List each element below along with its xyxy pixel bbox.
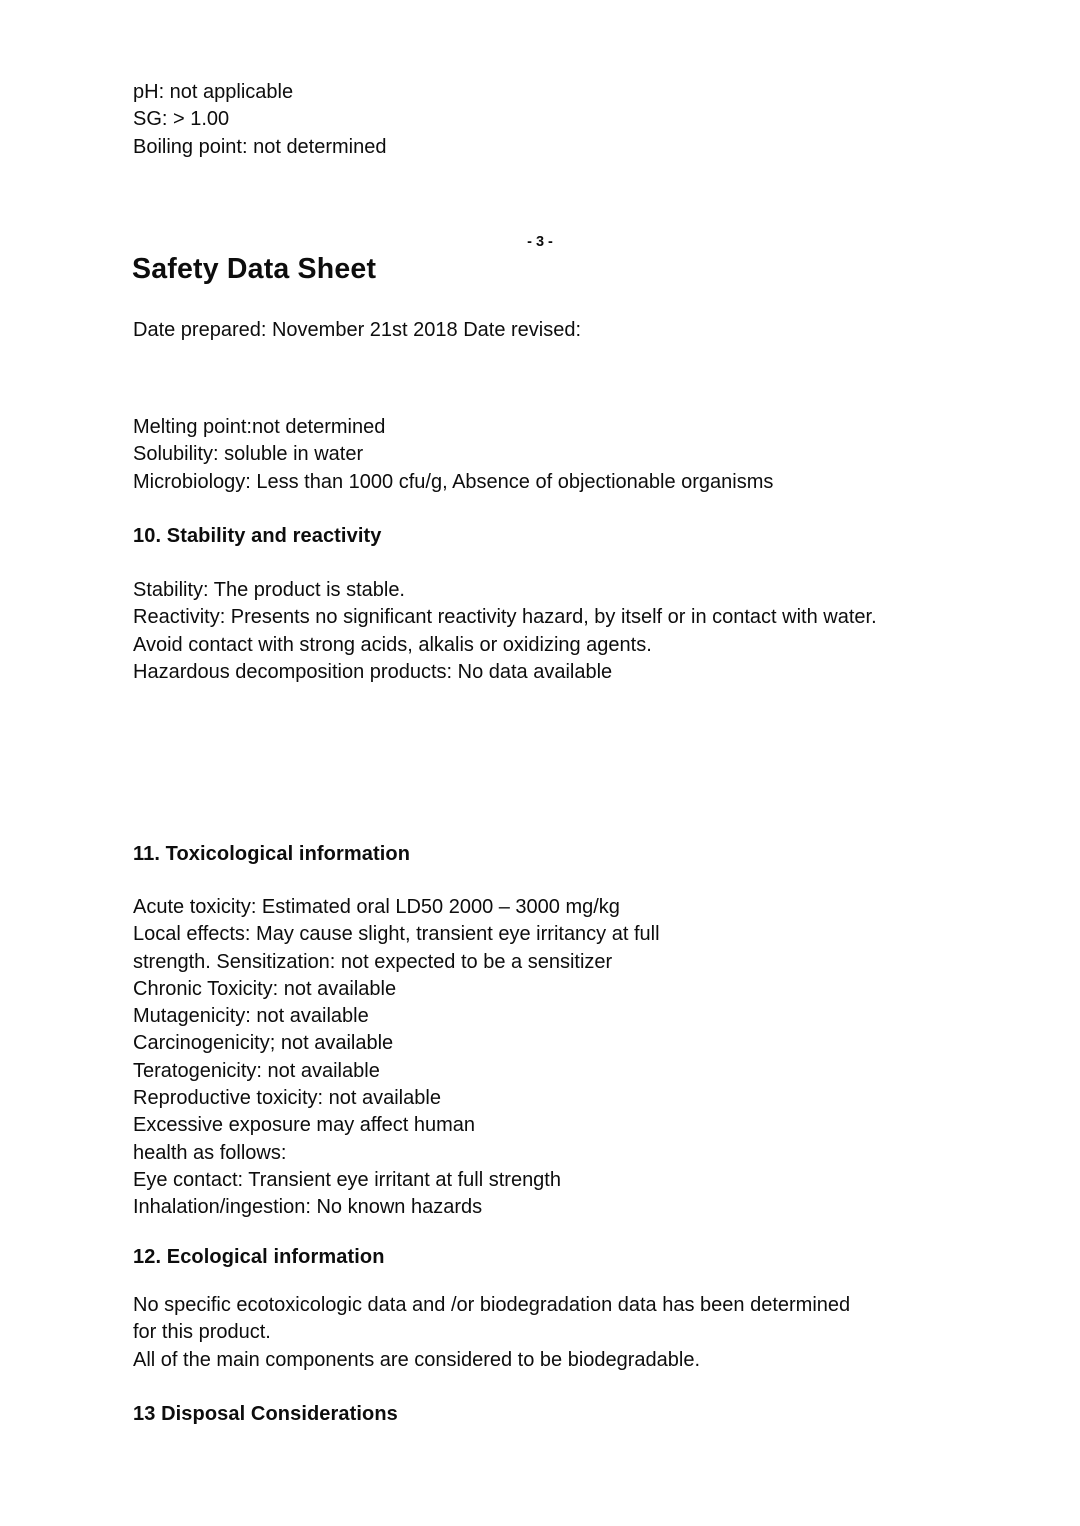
section-13-heading: 13 Disposal Considerations [133, 1403, 398, 1425]
text-line: Carcinogenicity; not available [133, 1032, 394, 1055]
text-line: Hazardous decomposition products: No data available [133, 660, 613, 683]
document-title: Safety Data Sheet [132, 253, 377, 285]
text-line: Acute toxicity: Estimated oral LD50 2000 – 3000 mg/kg [133, 896, 620, 918]
physical-properties-block [133, 414, 1020, 496]
text-line: Reactivity: Presents no significant reactivity hazard, by itself or in contact with water. [133, 606, 877, 629]
text-line: strength. Sensitization: not expected to be a sensitizer [133, 950, 613, 973]
text-line: Local effects: May cause slight, transient eye irritancy at full [133, 923, 660, 946]
text-line: No specific ecotoxicologic data and /or biodegradation data has been determined [133, 1294, 851, 1316]
section-11-body [133, 894, 1020, 1222]
text-line: SG: > 1.00 [133, 108, 230, 131]
text-line: Solubility: soluble in water [133, 443, 364, 466]
text-line: Boiling point: not determined [133, 135, 387, 158]
text-line: health as follows: [133, 1141, 287, 1164]
date-prepared-line: Date prepared: November 21st 2018 Date revised: [133, 319, 582, 341]
text-line: All of the main components are considered to be biodegradable. [133, 1348, 701, 1371]
text-line: pH: not applicable [133, 81, 294, 103]
text-line: Inhalation/ingestion: No known hazards [133, 1196, 483, 1219]
section-10-heading: 10. Stability and reactivity [133, 525, 382, 547]
section-12-heading: 12. Ecological information [133, 1246, 385, 1268]
section-12-body [133, 1292, 1020, 1374]
text-line: Eye contact: Transient eye irritant at full strength [133, 1168, 561, 1191]
text-line: Microbiology: Less than 1000 cfu/g, Absence of objectionable organisms [133, 470, 774, 493]
text-line: Stability: The product is stable. [133, 579, 405, 601]
section-11-heading: 11. Toxicological information [133, 843, 411, 865]
text-line: Melting point:not determined [133, 416, 386, 438]
text-line: Teratogenicity: not available [133, 1059, 380, 1082]
text-line: Avoid contact with strong acids, alkalis or oxidizing agents. [133, 633, 652, 656]
text-line: Excessive exposure may affect human [133, 1114, 476, 1137]
page-number: - 3 - [527, 234, 553, 250]
text-line: for this product. [133, 1321, 271, 1344]
section-10-body [133, 577, 1020, 686]
text-line: Mutagenicity: not available [133, 1005, 369, 1028]
text-line: Reproductive toxicity: not available [133, 1087, 441, 1110]
text-line: Chronic Toxicity: not available [133, 977, 397, 1000]
header-properties-block [133, 79, 1020, 161]
